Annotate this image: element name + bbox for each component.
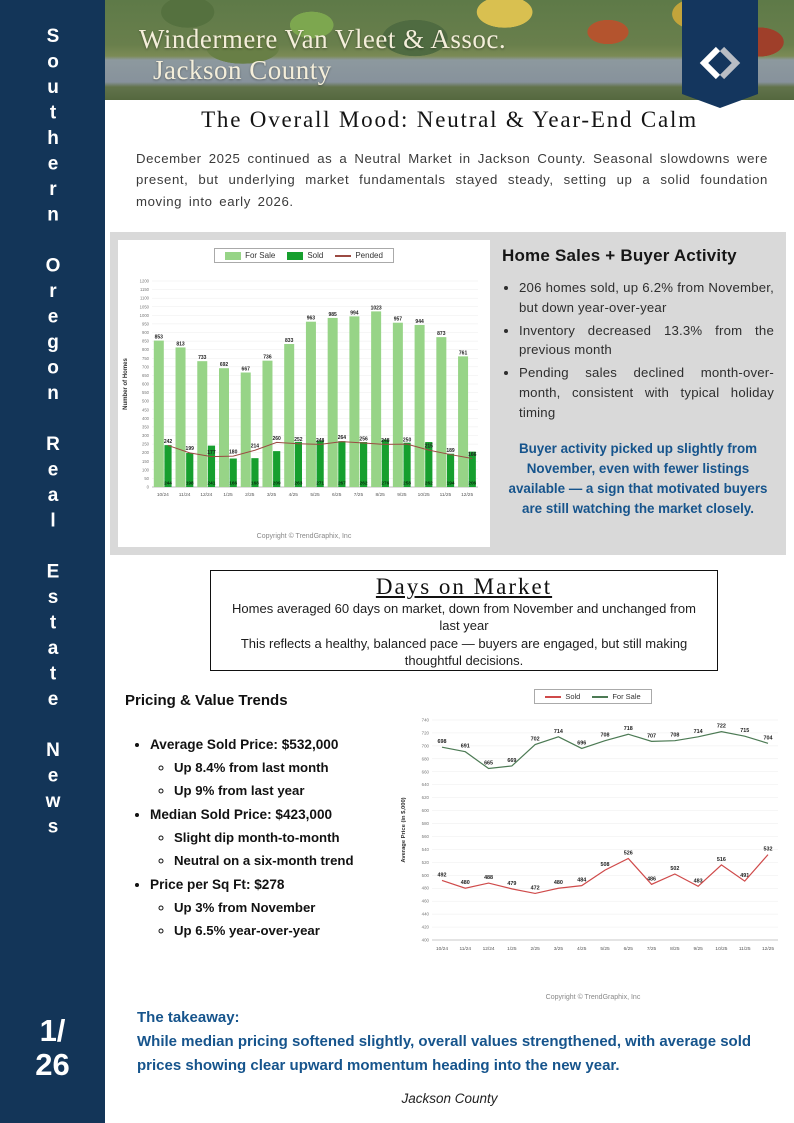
svg-text:480: 480 — [460, 880, 470, 887]
svg-text:199: 199 — [185, 446, 194, 453]
svg-text:420: 420 — [421, 924, 429, 930]
svg-text:480: 480 — [421, 885, 429, 891]
svg-text:Number of Homes: Number of Homes — [123, 358, 129, 410]
svg-text:276: 276 — [381, 480, 390, 486]
svg-text:532: 532 — [763, 846, 773, 853]
takeaway-body: While median pricing softened slightly, overall values strengthened, with average sold prices showing clear upward momentum heading into the new year. — [137, 1033, 752, 1074]
home-sales-bar-chart — [118, 265, 490, 527]
svg-text:944: 944 — [415, 318, 424, 325]
svg-text:600: 600 — [421, 808, 429, 814]
page-title: The Overall Mood: Neutral & Year-End Calm — [201, 107, 698, 132]
svg-text:994: 994 — [350, 310, 359, 317]
svg-text:6/25: 6/25 — [332, 493, 342, 498]
sold-line-swatch-icon — [545, 696, 561, 698]
svg-text:550: 550 — [142, 390, 149, 396]
svg-text:985: 985 — [328, 311, 337, 318]
svg-text:526: 526 — [623, 850, 633, 857]
svg-text:718: 718 — [623, 726, 633, 733]
pricing-item-label: Median Sold Price: $423,000 — [150, 807, 333, 823]
svg-text:4/25: 4/25 — [577, 947, 587, 952]
pricing-sub: ◦ Up 6.5% year-over-year — [174, 922, 408, 940]
svg-text:177: 177 — [207, 450, 216, 457]
legend-label: Sold — [307, 251, 324, 260]
svg-text:300: 300 — [142, 433, 149, 438]
svg-text:483: 483 — [693, 878, 703, 885]
svg-text:516: 516 — [716, 856, 726, 863]
svg-text:484: 484 — [577, 877, 587, 884]
chart-copyright: Copyright © TrendGraphix, Inc — [256, 533, 352, 540]
brand-pennant — [682, 0, 758, 108]
days-on-market-title: Days on Market — [375, 574, 553, 599]
pricing-sub: ◦ Up 3% from November — [174, 899, 408, 917]
for-sale-swatch-icon — [225, 252, 241, 260]
svg-text:1100: 1100 — [139, 295, 149, 301]
bullet-pending-sales: • Pending sales declined month-over-month, consistent with typical holiday timing — [519, 363, 774, 422]
svg-text:460: 460 — [421, 898, 429, 904]
svg-text:714: 714 — [553, 728, 563, 735]
legend-item-for-sale — [225, 251, 275, 260]
for-sale-line-swatch-icon — [592, 696, 608, 698]
svg-text:12/25: 12/25 — [461, 493, 474, 498]
svg-text:720: 720 — [421, 730, 429, 736]
svg-text:241: 241 — [207, 480, 216, 486]
svg-text:733: 733 — [198, 355, 207, 362]
legend-label: For Sale — [612, 692, 641, 701]
svg-text:700: 700 — [421, 743, 429, 749]
svg-text:Average Price (in $,000): Average Price (in $,000) — [401, 797, 407, 863]
svg-text:873: 873 — [437, 331, 446, 338]
windermere-w-icon — [698, 45, 742, 81]
svg-text:1050: 1050 — [139, 304, 149, 310]
svg-text:8/25: 8/25 — [375, 493, 385, 498]
svg-text:10/24: 10/24 — [156, 493, 169, 498]
svg-text:691: 691 — [460, 743, 470, 750]
svg-text:700: 700 — [142, 364, 149, 370]
svg-text:258: 258 — [403, 480, 411, 486]
svg-text:252: 252 — [294, 437, 303, 444]
svg-text:715: 715 — [740, 728, 750, 735]
svg-text:450: 450 — [142, 407, 149, 413]
svg-text:250: 250 — [402, 437, 412, 444]
header-title-line1: Windermere Van Vleet & Assoc. — [139, 24, 507, 54]
header-title-line2: Jackson County — [153, 55, 332, 86]
svg-text:800: 800 — [142, 347, 149, 353]
svg-text:271: 271 — [316, 480, 325, 486]
svg-text:6/25: 6/25 — [623, 947, 633, 952]
page-number — [0, 1014, 105, 1081]
svg-text:708: 708 — [670, 732, 680, 739]
svg-text:540: 540 — [421, 846, 429, 852]
svg-text:11/25: 11/25 — [738, 947, 751, 952]
svg-text:166: 166 — [229, 480, 238, 486]
svg-text:491: 491 — [740, 873, 750, 880]
bullet-homes-sold: • 206 homes sold, up 6.2% from November, but down year-over-year — [519, 278, 774, 318]
intro-paragraph: December 2025 continued as a Neutral Market in Jackson County. Seasonal slowdowns were present, but underlying market fundamentals stayed steady, setting up a solid foundation moving into early 2026. — [136, 151, 768, 209]
svg-text:963: 963 — [306, 315, 316, 322]
price-line-chart-card — [396, 686, 790, 1001]
line-chart-legend — [534, 689, 651, 704]
svg-text:714: 714 — [693, 728, 703, 735]
svg-text:1000: 1000 — [139, 312, 149, 318]
newsletter-vertical-title: Southern Oregon Real Estate News — [42, 26, 64, 842]
legend-item-sold — [287, 251, 323, 260]
svg-text:813: 813 — [176, 341, 185, 348]
svg-text:200: 200 — [142, 450, 149, 456]
svg-text:256: 256 — [359, 436, 368, 443]
bullet-inventory: • Inventory decreased 13.3% from the previous month — [519, 321, 774, 361]
svg-text:3/25: 3/25 — [266, 493, 277, 498]
svg-text:667: 667 — [241, 366, 250, 373]
legend-item-for-sale-line — [592, 692, 640, 701]
pricing-sub: ◦ Neutral on a six-month trend — [174, 852, 408, 870]
svg-text:198: 198 — [185, 480, 194, 486]
average-price-line-chart — [396, 706, 790, 988]
home-sales-title: Home Sales + Buyer Activity — [502, 246, 737, 265]
svg-text:486: 486 — [647, 876, 657, 883]
svg-text:600: 600 — [142, 381, 149, 387]
svg-text:508: 508 — [600, 862, 610, 869]
svg-text:214: 214 — [250, 443, 260, 450]
svg-text:500: 500 — [421, 872, 429, 878]
svg-text:853: 853 — [154, 334, 163, 341]
svg-text:669: 669 — [507, 757, 517, 764]
svg-text:8/25: 8/25 — [670, 947, 680, 952]
svg-text:833: 833 — [285, 338, 294, 345]
svg-text:5/25: 5/25 — [600, 947, 610, 952]
svg-text:262: 262 — [424, 480, 433, 486]
days-on-market-line2: This reflects a healthy, balanced pace — buyers are engaged, but still making thoughtful decisions. — [240, 635, 688, 668]
market-activity-panel — [110, 232, 786, 555]
bar-chart-legend — [214, 248, 394, 263]
svg-text:950: 950 — [142, 321, 149, 327]
page-number-top: 1/ — [39, 1013, 66, 1049]
pricing-sub: ◦ Up 8.4% from last month — [174, 759, 408, 777]
svg-text:242: 242 — [163, 438, 173, 445]
svg-text:650: 650 — [142, 372, 149, 378]
svg-text:209: 209 — [272, 480, 281, 486]
pricing-sub: ◦ Slight dip month-to-month — [174, 829, 408, 847]
takeaway-section — [137, 1006, 765, 1078]
svg-text:440: 440 — [421, 911, 429, 917]
svg-text:736: 736 — [263, 354, 272, 361]
pricing-item-median — [150, 804, 408, 870]
svg-text:472: 472 — [530, 885, 540, 892]
svg-text:492: 492 — [437, 872, 447, 879]
svg-text:704: 704 — [763, 735, 773, 742]
svg-text:168: 168 — [251, 480, 259, 486]
svg-text:680: 680 — [421, 756, 429, 762]
svg-text:264: 264 — [337, 435, 347, 442]
svg-text:10/25: 10/25 — [715, 947, 728, 952]
svg-text:267: 267 — [337, 480, 346, 486]
svg-text:692: 692 — [219, 362, 229, 369]
svg-text:12/25: 12/25 — [761, 947, 775, 952]
pricing-item-label: Average Sold Price: $532,000 — [150, 737, 339, 752]
svg-text:180: 180 — [229, 449, 238, 456]
svg-text:350: 350 — [142, 424, 149, 430]
svg-text:5/25: 5/25 — [310, 493, 320, 498]
svg-text:12/24: 12/24 — [200, 493, 213, 498]
svg-text:215: 215 — [424, 443, 433, 450]
buyer-activity-highlight: Buyer activity picked up slightly from November, even with fewer listings available — a sign that motivated buyers are still watching the market closely. — [508, 440, 768, 516]
svg-text:166: 166 — [468, 451, 477, 458]
pricing-item-price-per-sqft — [150, 874, 408, 940]
days-on-market-box — [210, 570, 718, 671]
header-banner-photo — [105, 0, 794, 100]
svg-text:500: 500 — [142, 398, 149, 404]
svg-text:262: 262 — [359, 480, 368, 486]
svg-text:400: 400 — [142, 415, 149, 421]
svg-text:100: 100 — [142, 467, 149, 473]
svg-text:9/25: 9/25 — [397, 493, 407, 498]
pricing-sub: ◦ Up 9% from last year — [174, 782, 408, 800]
svg-text:206: 206 — [468, 480, 477, 486]
svg-text:479: 479 — [507, 880, 517, 887]
svg-text:7/25: 7/25 — [353, 493, 364, 498]
svg-text:0: 0 — [146, 484, 149, 490]
header-title — [139, 24, 506, 86]
takeaway-label: The takeaway: — [137, 1009, 240, 1026]
svg-text:850: 850 — [142, 338, 149, 344]
svg-text:248: 248 — [381, 437, 390, 444]
svg-text:50: 50 — [144, 475, 149, 481]
svg-text:702: 702 — [530, 736, 540, 743]
svg-text:665: 665 — [484, 760, 494, 767]
home-sales-bullet-list — [502, 278, 774, 423]
pricing-section-title: Pricing & Value Trends — [125, 692, 288, 709]
svg-text:488: 488 — [484, 875, 494, 882]
svg-text:9/25: 9/25 — [693, 947, 703, 952]
svg-text:1/25: 1/25 — [223, 493, 233, 498]
svg-text:244: 244 — [164, 480, 172, 486]
svg-text:696: 696 — [577, 740, 587, 747]
svg-text:580: 580 — [421, 821, 429, 827]
svg-text:189: 189 — [446, 447, 455, 454]
svg-text:250: 250 — [142, 441, 149, 447]
svg-text:11/24: 11/24 — [459, 947, 472, 952]
svg-text:1150: 1150 — [139, 287, 149, 293]
pended-line-swatch-icon — [335, 255, 351, 257]
svg-text:12/24: 12/24 — [482, 947, 495, 952]
svg-text:150: 150 — [142, 458, 149, 464]
svg-text:11/25: 11/25 — [439, 493, 452, 498]
pricing-item-label: Price per Sq Ft: $278 — [150, 877, 285, 893]
svg-text:708: 708 — [600, 732, 610, 739]
svg-text:750: 750 — [142, 355, 149, 361]
svg-text:1200: 1200 — [139, 278, 149, 284]
svg-text:520: 520 — [421, 859, 429, 865]
page-number-bottom: 26 — [35, 1046, 70, 1082]
svg-text:502: 502 — [670, 866, 680, 872]
svg-text:260: 260 — [272, 435, 281, 442]
days-on-market-line1: Homes averaged 60 days on market, down from November and unchanged from last year — [232, 601, 696, 633]
svg-text:1/25: 1/25 — [507, 947, 517, 952]
svg-text:707: 707 — [647, 733, 657, 740]
svg-text:698: 698 — [437, 739, 447, 746]
svg-text:761: 761 — [458, 350, 468, 357]
svg-text:722: 722 — [716, 723, 726, 730]
sold-swatch-icon — [287, 252, 303, 260]
svg-text:263: 263 — [294, 480, 303, 486]
svg-text:660: 660 — [421, 769, 429, 775]
svg-text:480: 480 — [553, 880, 563, 887]
svg-text:957: 957 — [393, 316, 403, 323]
svg-text:1023: 1023 — [370, 305, 382, 312]
pricing-bullet-list — [134, 734, 408, 944]
svg-text:10/24: 10/24 — [435, 947, 449, 952]
svg-text:900: 900 — [142, 330, 149, 335]
bar-chart-card — [118, 240, 490, 547]
svg-text:11/24: 11/24 — [178, 493, 191, 498]
svg-text:194: 194 — [446, 480, 455, 486]
legend-item-sold-line — [545, 692, 580, 701]
footer-county: Jackson County — [401, 1091, 498, 1106]
legend-label: Pended — [355, 251, 383, 260]
sidebar — [0, 0, 105, 1123]
svg-text:2/25: 2/25 — [530, 947, 540, 952]
svg-text:620: 620 — [421, 795, 429, 801]
svg-text:2/25: 2/25 — [245, 493, 255, 498]
svg-text:640: 640 — [421, 782, 429, 788]
svg-text:560: 560 — [421, 833, 429, 839]
svg-text:740: 740 — [421, 717, 429, 723]
legend-label: For Sale — [245, 251, 276, 260]
chart-copyright: Copyright © TrendGraphix, Inc — [545, 994, 641, 1001]
pricing-item-average — [150, 734, 408, 800]
svg-text:248: 248 — [315, 437, 325, 444]
legend-label: Sold — [565, 692, 581, 701]
svg-text:4/25: 4/25 — [288, 493, 298, 498]
svg-text:7/25: 7/25 — [646, 947, 657, 952]
home-sales-summary — [502, 246, 774, 519]
legend-item-pended — [335, 251, 383, 260]
svg-text:400: 400 — [421, 937, 429, 943]
svg-text:10/25: 10/25 — [417, 493, 430, 498]
svg-text:3/25: 3/25 — [553, 947, 564, 952]
